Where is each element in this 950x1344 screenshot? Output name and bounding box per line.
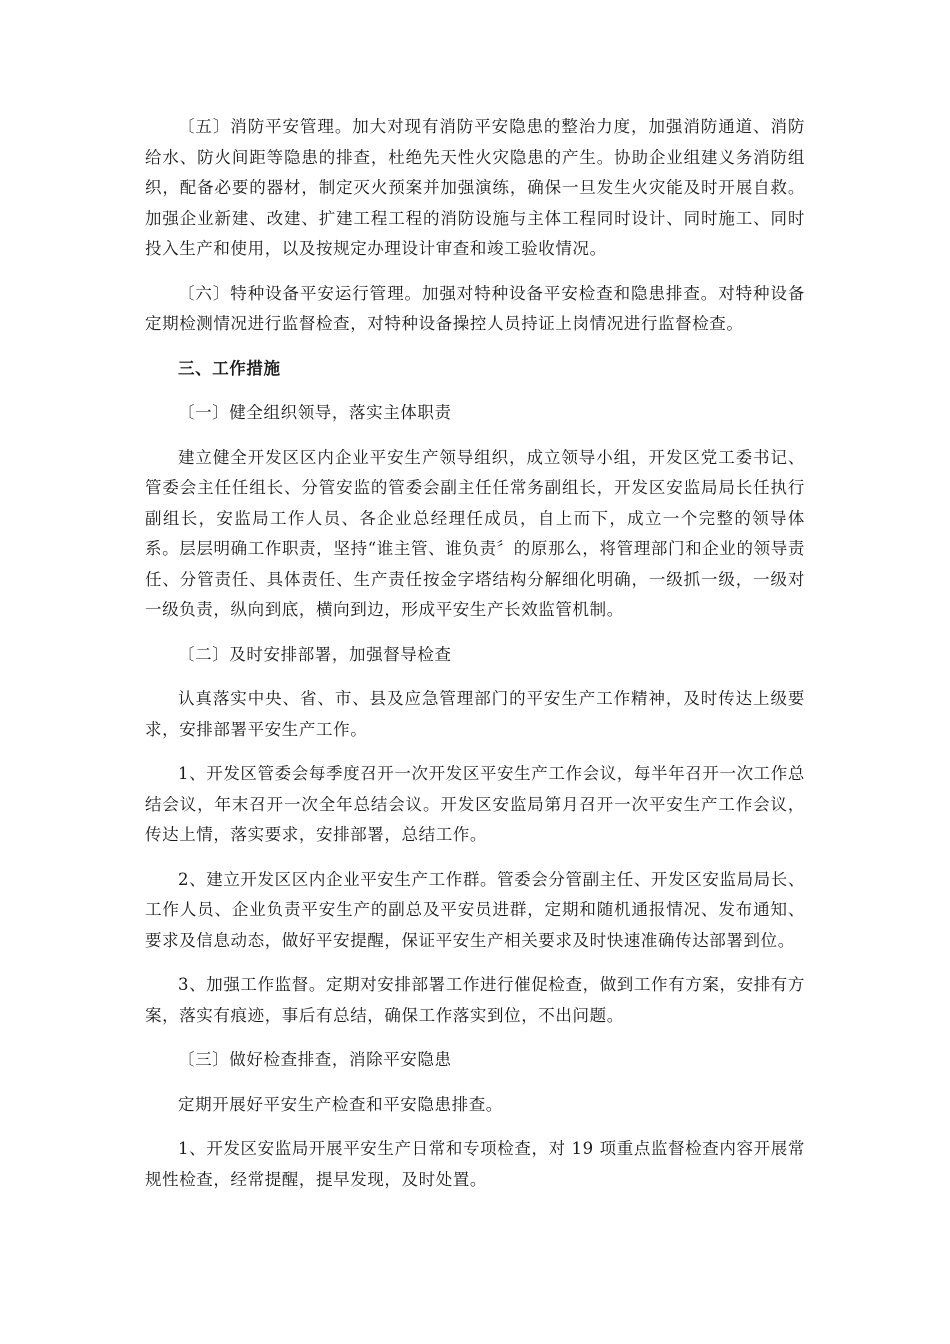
list-item-work-group: 2、建立开发区区内企业平安生产工作群。管委会分管副主任、开发区安监局局长、工作人员、企业负责平安生产的副总及平安员进群，定期和随机通报情况、发布通知、要求及信息动态，做好平安提醒，保证平安生产相关要求及时快速准确传达部署到位。 xyxy=(145,869,805,950)
list-item-meetings: 1、开发区管委会每季度召开一次开发区平安生产工作会议，每半年召开一次工作总结会议，年末召开一次全年总结会议。开发区安监局第月召开一次平安生产工作会议，传达上情，落实要求，安排部署，总结工作。 xyxy=(145,764,805,844)
subheading-organization: 〔一〕健全组织领导，落实主体职责 xyxy=(178,403,452,422)
list-item-supervision: 3、加强工作监督。定期对安排部署工作进行催促检查，做到工作有方案，安排有方案，落实有痕迹，事后有总结，确保工作落实到位，不出问题。 xyxy=(145,975,805,1025)
subheading-deployment: 〔二〕及时安排部署，加强督导检查 xyxy=(178,644,452,664)
document-page xyxy=(145,112,805,1209)
paragraph-regular-inspection: 定期开展好平安生产检查和平安隐患排查。 xyxy=(178,1094,503,1114)
paragraph-special-equipment: 〔六〕特种设备平安运行管理。加强对特种设备平安检查和隐患排查。对特种设备定期检测情况进行监督检查，对特种设备操控人员持证上岗情况进行监督检查。 xyxy=(145,283,805,333)
list-item-daily-checks: 1、开发区安监局开展平安生产日常和专项检查，对 19 项重点监督检查内容开展常规性检查，经常提醒，提早发现，及时处置。 xyxy=(145,1139,805,1189)
section-heading-work-measures: 三、工作措施 xyxy=(178,358,281,378)
paragraph-fire-safety: 〔五〕消防平安管理。加大对现有消防平安隐患的整治力度，加强消防通道、消防给水、防火间距等隐患的排查，杜绝先天性火灾隐患的产生。协助企业组建义务消防组织，配备必要的器材，制定灭火预案并加强演练，确保一旦发生火灾能及时开展自救。加强企业新建、改建、扩建工程工程的消防设施与主体工程同时设计、同时施工、同时投入生产和使用，以及按规定办理设计审查和竣工验收情况。 xyxy=(145,117,805,258)
subheading-inspection: 〔三〕做好检查排查，消除平安隐患 xyxy=(178,1050,452,1069)
paragraph-leadership-system: 建立健全开发区区内企业平安生产领导组织，成立领导小组，开发区党工委书记、管委会主任任组长、分管安监的管委会副主任任常务副组长，开发区安监局局长任执行副组长，安监局工作人员、各企业总经理任成员，自上而下，成立一个完整的领导体系。层层明确工作职责，坚持“谁主管、谁负责〞的原那么，将管理部门和企业的领导责任、分管责任、具体责任、生产责任按金字塔结构分解细化明确，一级抓一级，一级对一级负责，纵向到底，横向到边，形成平安生产长效监管机制。 xyxy=(145,447,805,619)
paragraph-implement-spirit: 认真落实中央、省、市、县及应急管理部门的平安生产工作精神，及时传达上级要求，安排部署平安生产工作。 xyxy=(145,689,805,739)
